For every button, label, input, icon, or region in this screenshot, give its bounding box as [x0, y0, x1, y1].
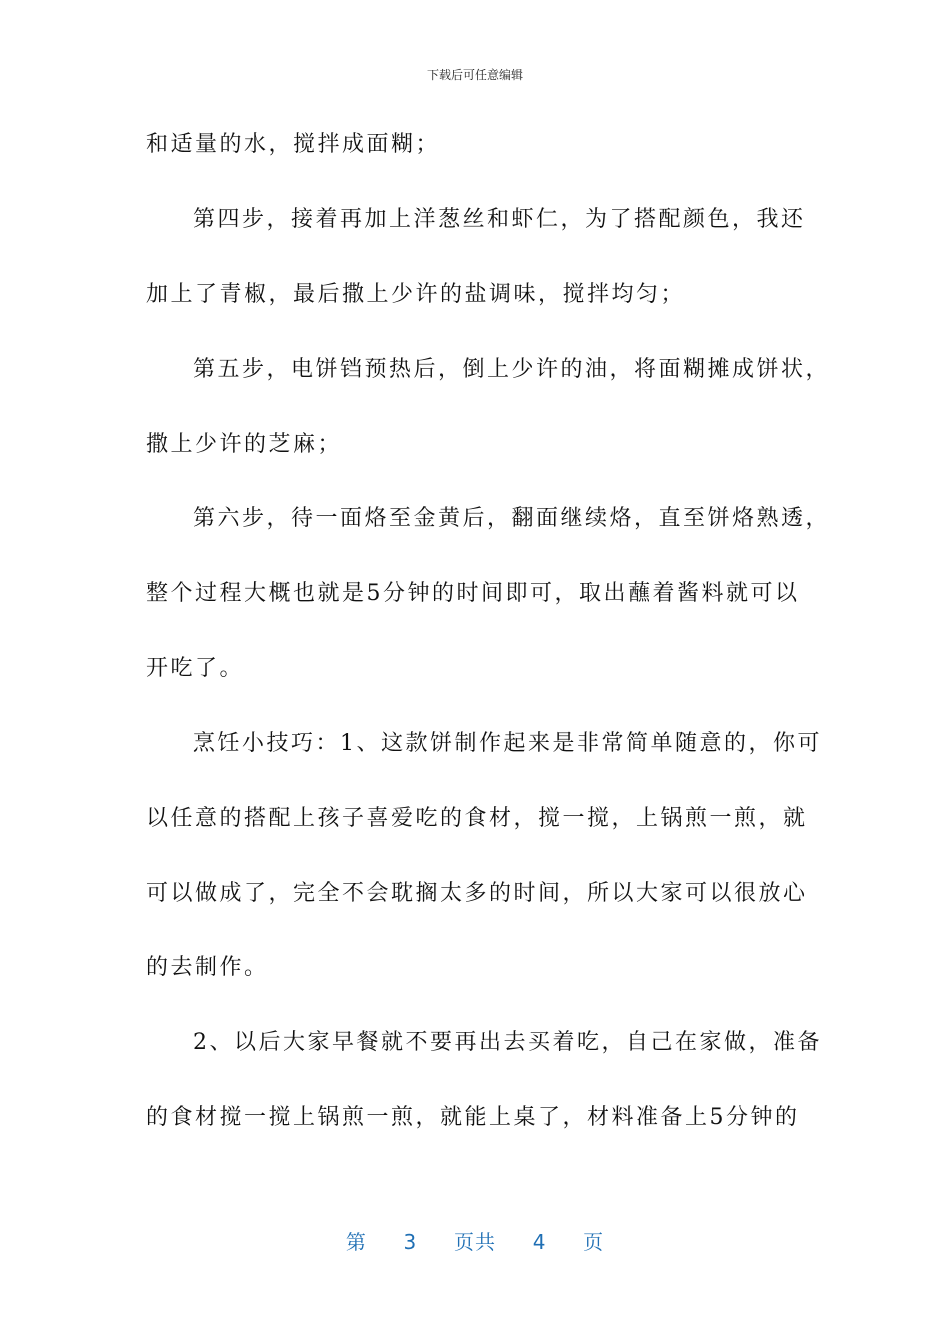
text-line: 烹饪小技巧：1、这款饼制作起来是非常简单随意的，你可 — [193, 731, 822, 756]
footer-suffix: 页 — [583, 1230, 605, 1254]
current-page-number: 3 — [403, 1230, 418, 1254]
text-line: 和适量的水，搅拌成面糊； — [146, 132, 441, 157]
text-line: 第四步，接着再加上洋葱丝和虾仁，为了搭配颜色，我还 — [193, 207, 806, 232]
text-line: 的食材搅一搅上锅煎一煎，就能上桌了，材料准备上5分钟的 — [146, 1105, 800, 1130]
text-line: 以任意的搭配上孩子喜爱吃的食材，搅一搅，上锅煎一煎，就 — [146, 806, 808, 831]
footer-middle: 页共 — [454, 1230, 496, 1254]
text-line: 加上了青椒，最后撒上少许的盐调味，搅拌均匀； — [146, 282, 686, 307]
page-footer — [0, 1226, 950, 1255]
total-pages-number: 4 — [532, 1230, 547, 1254]
text-line: 开吃了。 — [146, 656, 245, 681]
text-line: 撒上少许的芝麻； — [146, 432, 343, 457]
text-line: 的去制作。 — [146, 955, 269, 980]
text-line: 整个过程大概也就是5分钟的时间即可，取出蘸着酱料就可以 — [146, 581, 800, 606]
footer-prefix: 第 — [345, 1230, 367, 1254]
text-line: 2、以后大家早餐就不要再出去买着吃，自己在家做，准备 — [193, 1030, 822, 1055]
page-header: 下载后可任意编辑 — [426, 68, 523, 82]
text-line: 第六步，待一面烙至金黄后，翻面继续烙，直至饼烙熟透， — [193, 506, 831, 531]
text-line: 可以做成了，完全不会耽搁太多的时间，所以大家可以很放心 — [146, 881, 808, 906]
text-line: 第五步，电饼铛预热后，倒上少许的油，将面糊摊成饼状， — [193, 357, 831, 382]
